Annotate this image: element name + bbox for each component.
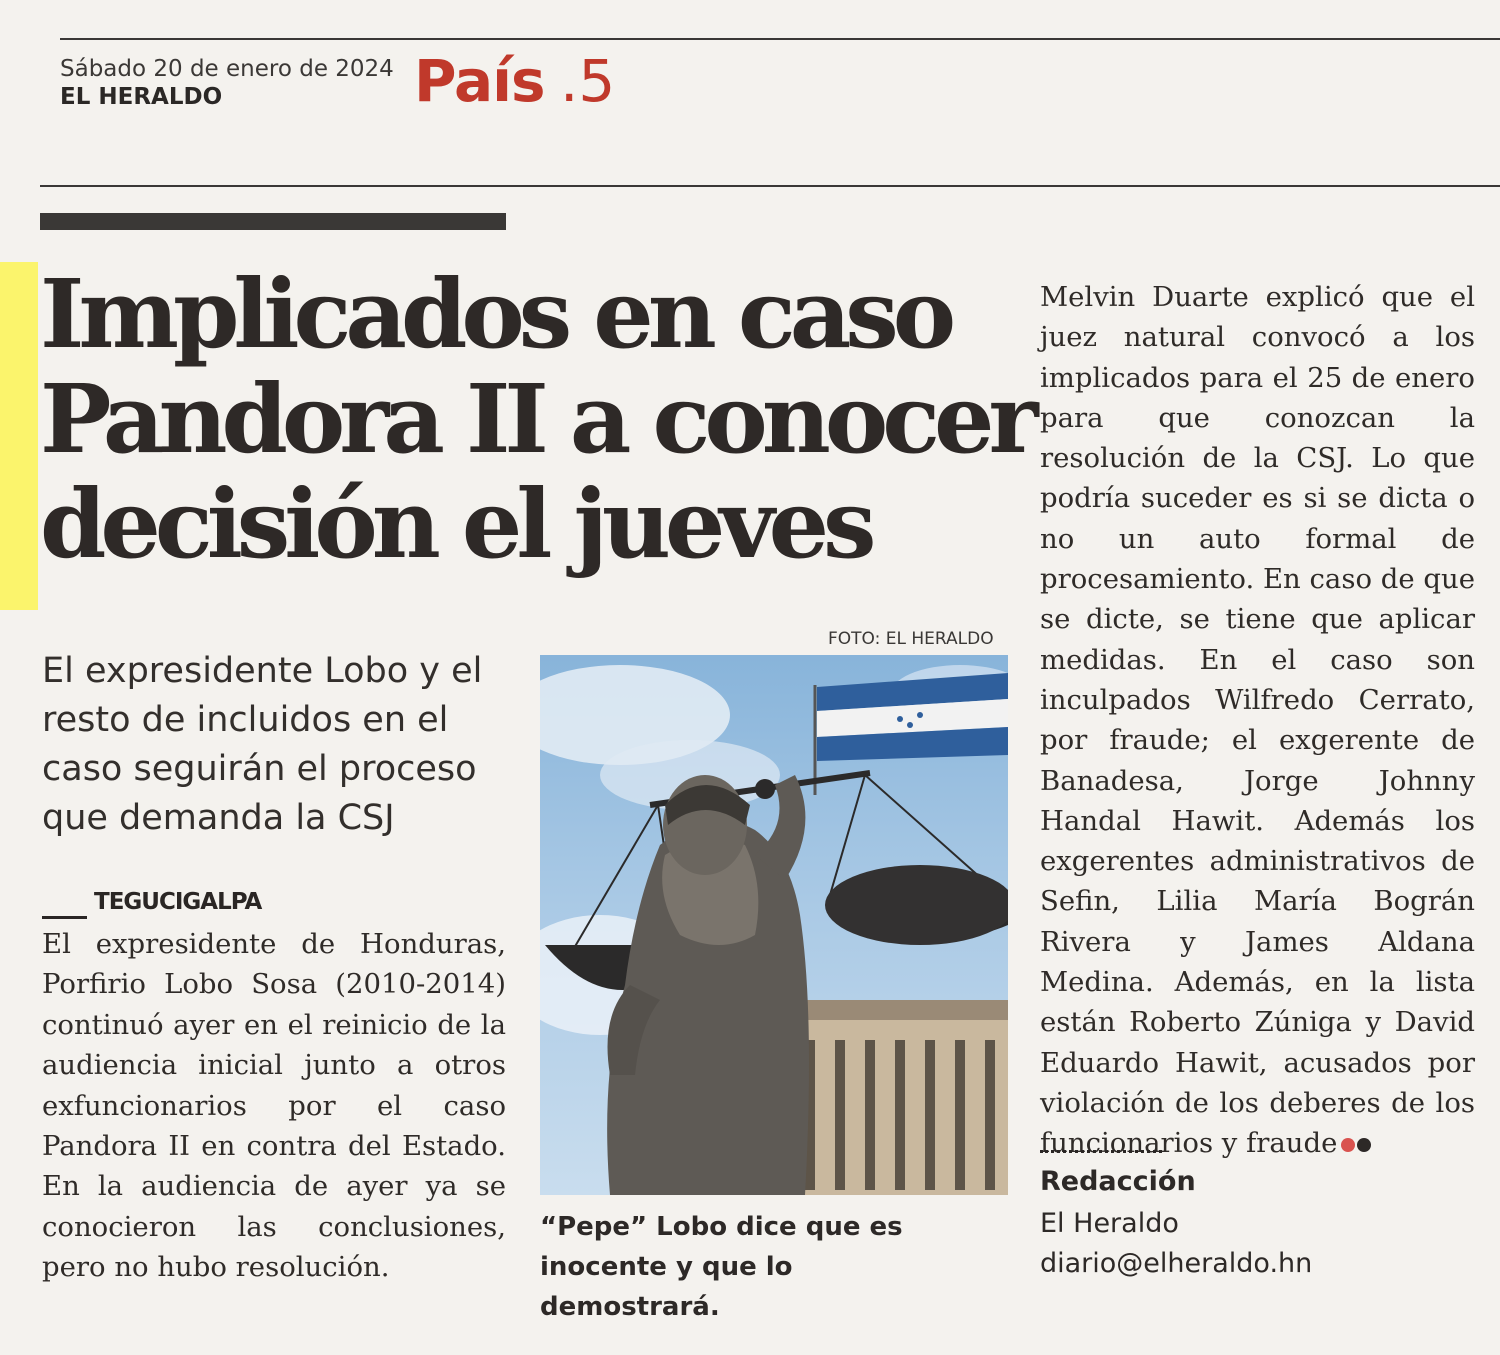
top-rule bbox=[60, 38, 1500, 40]
headline-line: Implicados en caso bbox=[40, 259, 951, 370]
article-body-right bbox=[1040, 277, 1475, 1164]
highlighter-mark bbox=[0, 262, 38, 610]
headline-line: Pandora II a conocer bbox=[40, 364, 1033, 475]
section-rule bbox=[40, 185, 1500, 187]
page-number: .5 bbox=[560, 47, 616, 115]
photo-credit: FOTO: EL HERALDO bbox=[828, 629, 994, 649]
headline bbox=[40, 259, 1033, 580]
headline-line: decisión el jueves bbox=[40, 469, 871, 580]
dateline-rule bbox=[42, 916, 87, 919]
byline-email: diario@elheraldo.hn bbox=[1040, 1248, 1313, 1279]
justice-statue-photo bbox=[540, 655, 1008, 1195]
article-body-left: El expresidente de Honduras, Porfirio Lobo Sosa (2010-2014) continuó ayer en el reinicio de la audiencia inicial junto a otros exfuncionarios por el caso Pandora II en contra del Estado. En la audiencia de ayer ya se conocieron las conclusiones, pero no hubo resolución. bbox=[42, 928, 506, 1284]
subheadline: El expresidente Lobo y el resto de incluidos en el caso seguirán el proceso que demanda la CSJ bbox=[42, 651, 483, 838]
end-mark-icon bbox=[1341, 1123, 1371, 1163]
dateline: TEGUCIGALPA bbox=[94, 889, 262, 915]
photo-caption: “Pepe” Lobo dice que es inocente y que lo demostrará. bbox=[540, 1212, 903, 1322]
byline-organization: El Heraldo bbox=[1040, 1208, 1179, 1239]
headline-bar bbox=[40, 213, 506, 230]
byline-separator bbox=[1040, 1150, 1162, 1153]
newspaper-name: EL HERALDO bbox=[60, 84, 223, 110]
issue-date: Sábado 20 de enero de 2024 bbox=[60, 56, 394, 82]
article-body-right-text: Melvin Duarte explicó que el juez natural convocó a los implicados para el 25 de enero para que conozcan la resolución de la CSJ. Lo que podría suceder es si se dicta o no un auto formal de procesamiento. En caso de que se dicte, se tiene que aplicar medidas. En el caso son inculpados Wilfredo Cerrato, por fraude; el exgerente de Banadesa, Jorge Johnny Handal Hawit. Además los exgerentes administrativos de Sefin, Lilia María Bográn Rivera y James Aldana Medina. Además, en la lista están Roberto Zúniga y David Eduardo Hawit, acusados por violación de los deberes de los funcionarios y fraude bbox=[1040, 281, 1475, 1160]
section-title: País bbox=[414, 47, 545, 115]
byline-author: Redacción bbox=[1040, 1166, 1196, 1197]
